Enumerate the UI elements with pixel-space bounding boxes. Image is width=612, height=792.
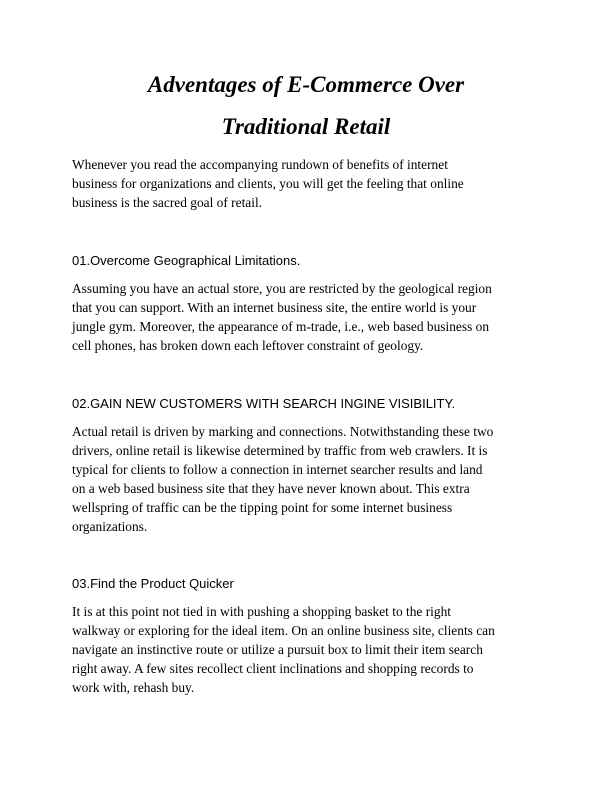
text-line: work with, rehash buy. bbox=[72, 680, 195, 695]
section-heading-3: 03.Find the Product Quicker bbox=[72, 576, 234, 591]
text-line: business is the sacred goal of retail. bbox=[72, 195, 263, 210]
section-paragraph-1 bbox=[72, 279, 492, 355]
text-line: right away. A few sites recollect client inclinations and shopping records to bbox=[72, 661, 474, 676]
text-line: Assuming you have an actual store, you are restricted by the geological region bbox=[72, 281, 492, 296]
title-line-2: Traditional Retail bbox=[221, 114, 391, 139]
section-paragraph-2 bbox=[72, 422, 493, 536]
text-line: navigate an instinctive route or utilize a pursuit box to limit their item search bbox=[72, 642, 483, 657]
intro-paragraph bbox=[72, 155, 464, 212]
text-line: Whenever you read the accompanying rundown of benefits of internet bbox=[72, 157, 448, 172]
text-line: Actual retail is driven by marking and connections. Notwithstanding these two bbox=[72, 424, 494, 439]
text-line: jungle gym. Moreover, the appearance of m-trade, i.e., web based business on bbox=[72, 319, 490, 334]
text-line: typical for clients to follow a connection in internet searcher results and land bbox=[72, 462, 483, 477]
text-line: wellspring of traffic can be the tipping point for some internet business bbox=[72, 500, 453, 515]
text-line: drivers, online retail is likewise determined by traffic from web crawlers. It is bbox=[72, 443, 488, 458]
text-line: on a web based business site that they have never known about. This extra bbox=[72, 481, 470, 496]
text-line: walkway or exploring for the ideal item. On an online business site, clients can bbox=[72, 623, 495, 638]
section-heading-2: 02.GAIN NEW CUSTOMERS WITH SEARCH INGINE VISIBILITY. bbox=[72, 396, 456, 411]
text-line: organizations. bbox=[72, 519, 148, 534]
text-line: cell phones, has broken down each leftover constraint of geology. bbox=[72, 338, 424, 353]
section-heading-1: 01.Overcome Geographical Limitations. bbox=[72, 253, 301, 268]
section-paragraph-3 bbox=[72, 602, 495, 697]
text-line: that you can support. With an internet business site, the entire world is your bbox=[72, 300, 477, 315]
title-line-1: Adventages of E-Commerce Over bbox=[147, 72, 465, 97]
text-line: business for organizations and clients, you will get the feeling that online bbox=[72, 176, 464, 191]
text-line: It is at this point not tied in with pushing a shopping basket to the right bbox=[72, 604, 452, 619]
